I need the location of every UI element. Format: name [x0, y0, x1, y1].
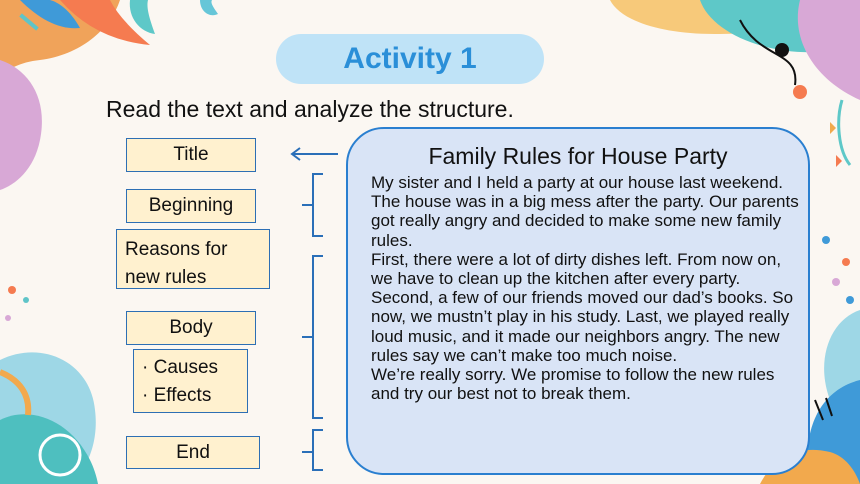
causes-label: · Causes [142, 357, 219, 378]
structure-title-label: Title [173, 144, 209, 165]
instruction-text: Read the text and analyze the structure. [106, 96, 514, 122]
bracket-beginning [302, 174, 323, 236]
passage-paragraph: First, there were a lot of dirty dishes left. From now on, we have to clean up the kitchen after every party. Second, a few of our friends moved our dad’s books. So now, we mustn’t play in his study. Last, we played really loud music, and it made our neighbors angry. The new rules say we can’t make too much noise. [371, 249, 794, 365]
passage-title: Family Rules for House Party [428, 143, 728, 169]
effects-label: · Effects [142, 385, 212, 406]
reasons-line-1: Reasons for [125, 239, 228, 260]
passage-body [371, 173, 801, 403]
bracket-end [302, 430, 323, 470]
structure-end-label: End [176, 441, 210, 463]
structure-beginning-label: Beginning [148, 195, 234, 216]
reasons-line-2: new rules [125, 267, 207, 288]
activity-title: Activity 1 [343, 42, 477, 75]
bracket-body [302, 256, 323, 418]
passage-paragraph: My sister and I held a party at our house last weekend. The house was in a big mess after the party. Our parents got really angry and decided to make some new family rules. [371, 173, 799, 250]
passage-paragraph: We’re really sorry. We promise to follow the new rules and try our best not to break them. [371, 365, 775, 404]
structure-body-label: Body [169, 317, 213, 338]
